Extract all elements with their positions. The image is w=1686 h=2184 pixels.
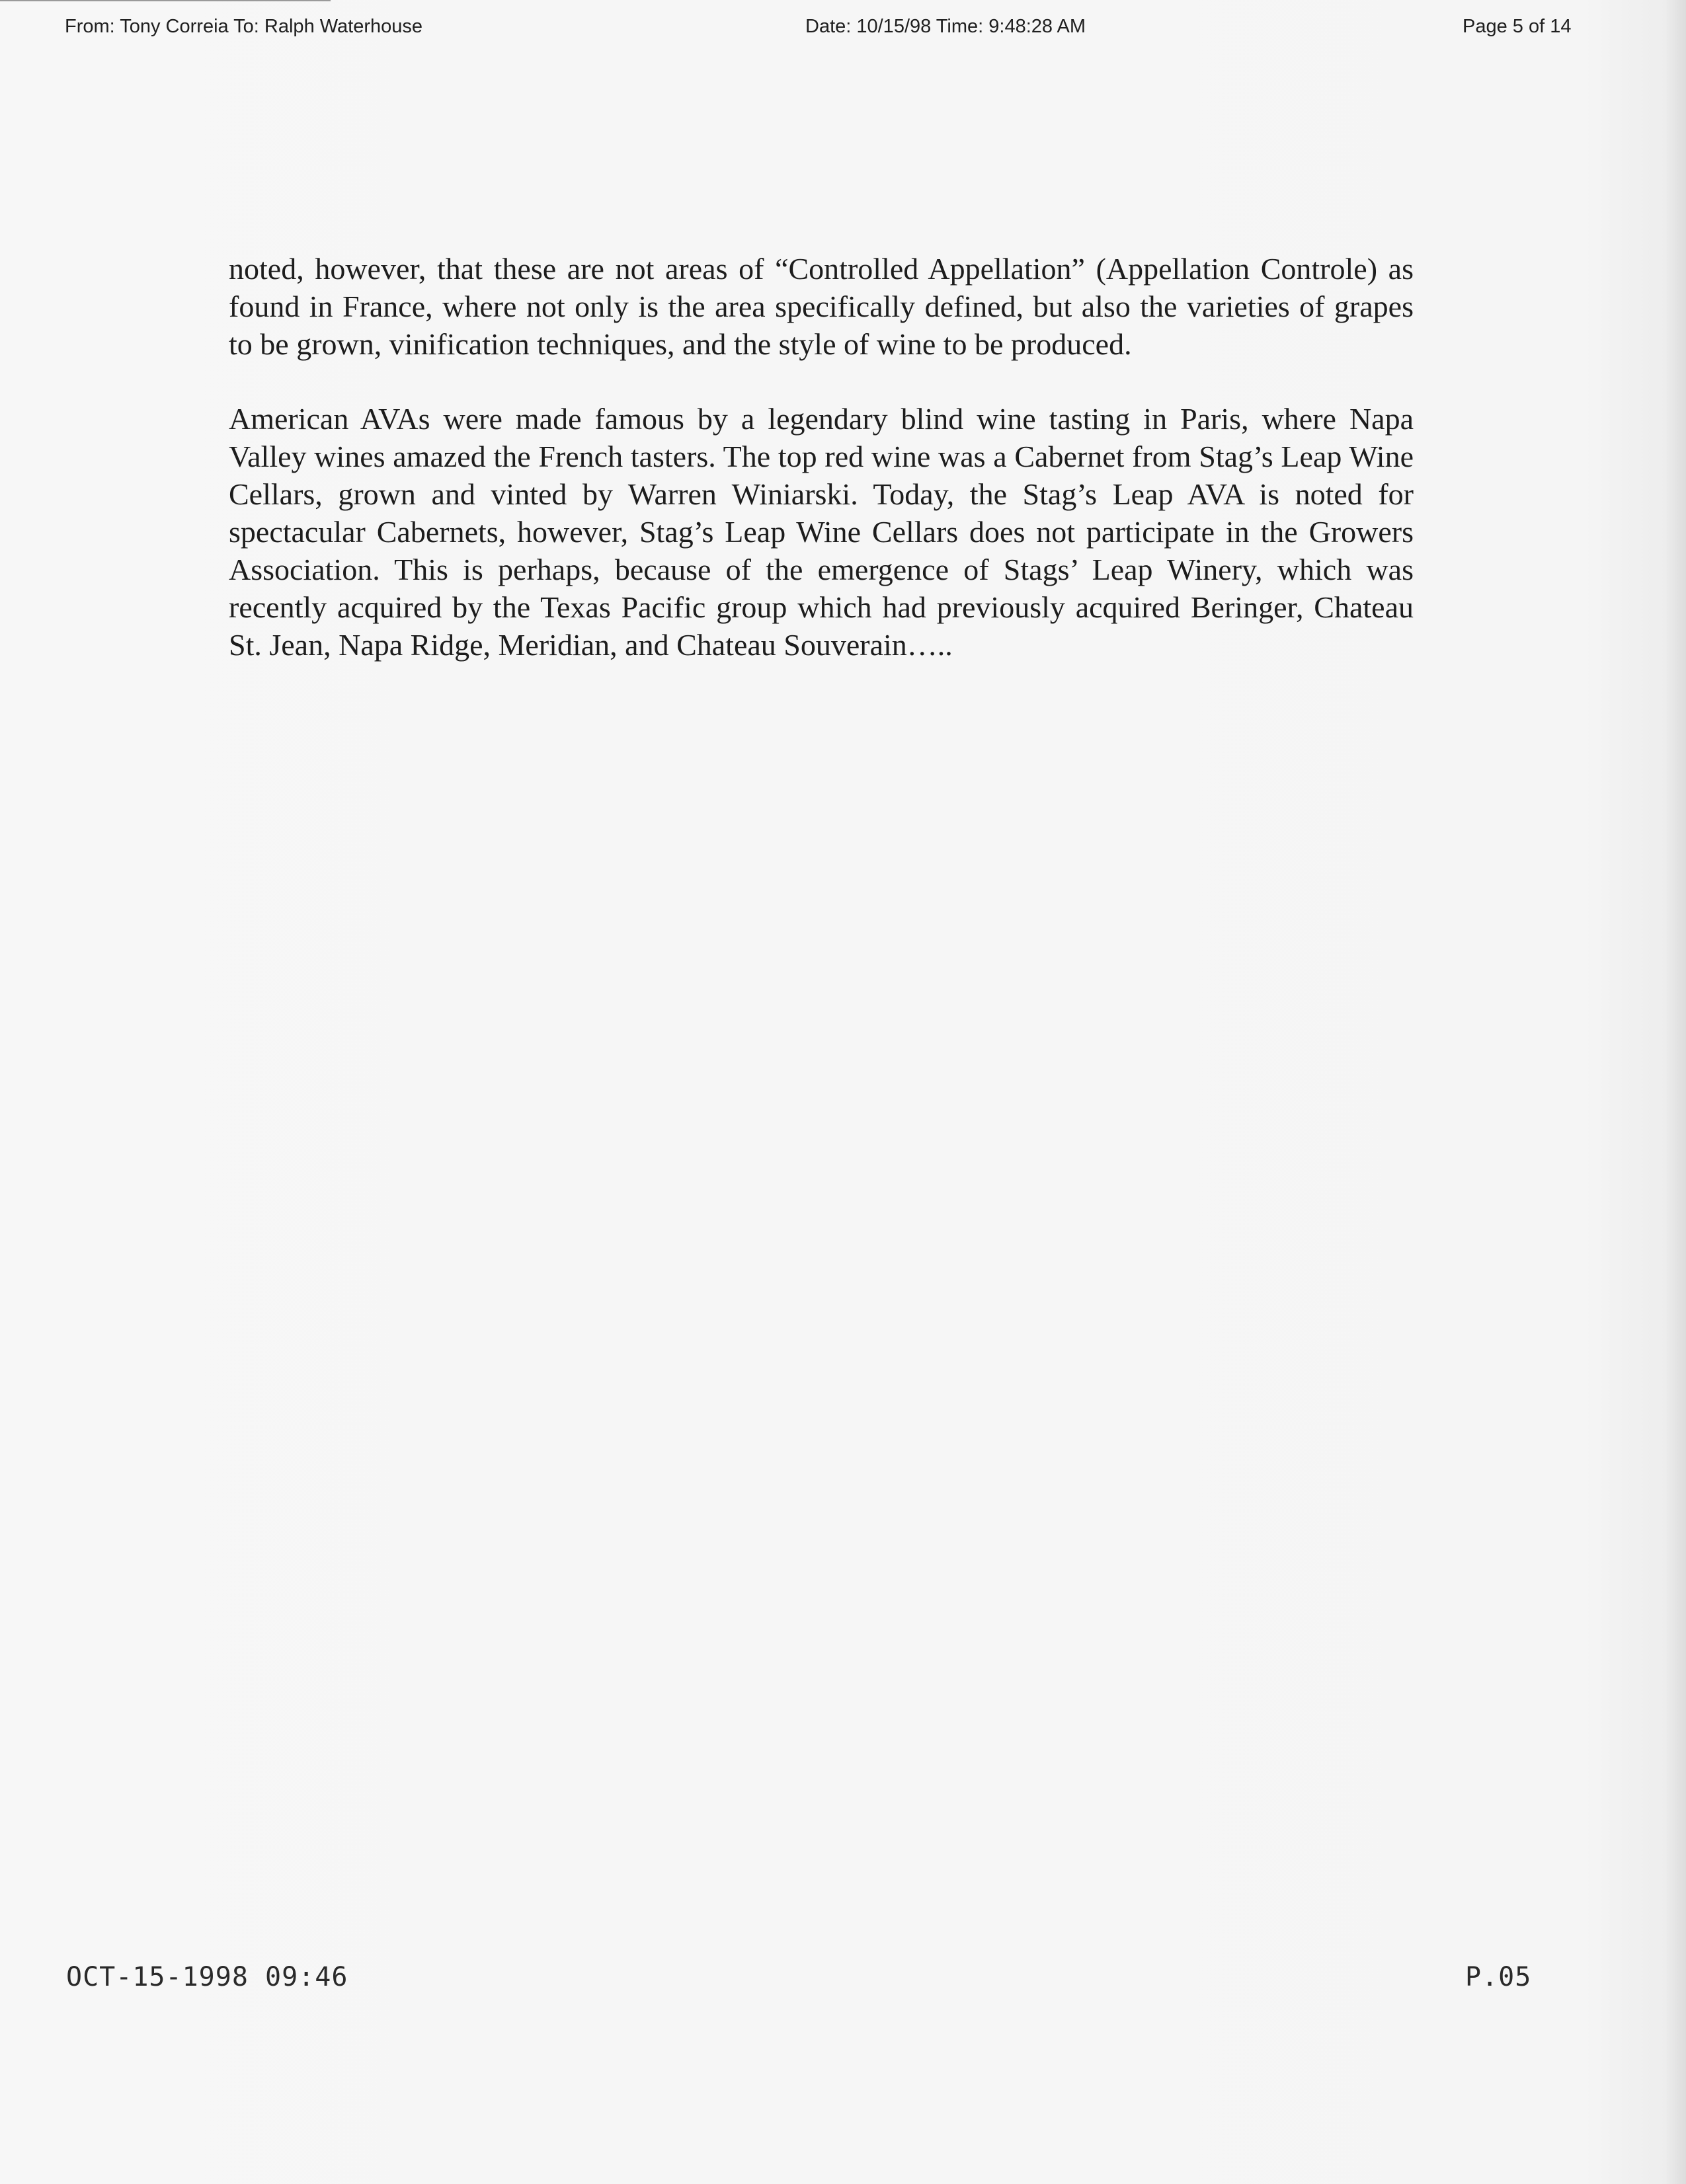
fax-footer-timestamp: OCT-15-1998 09:46 xyxy=(66,1962,348,1992)
fax-header-from-to: From: Tony Correia To: Ralph Waterhouse xyxy=(65,16,423,37)
page-edge-shadow xyxy=(1666,0,1686,2184)
fax-header-page-number: Page 5 of 14 xyxy=(1463,16,1572,37)
paragraph: American AVAs were made famous by a legendary blind wine tasting in Paris, where Napa Valley wines amazed the French tasters. The top red wine was a Cabernet from Stag’s Leap Wine Cellars, grown and vinted by Warren Winiarski. Today, the Stag’s Leap AVA is noted for spectacular Cabernets, however, Stag’s Leap Wine Cellars does not participate in the Growers Association. This is perhaps, because of the emergence of Stags’ Leap Winery, which was recently acquired by the Texas Pacific group which had previously acquired Beringer, Chateau St. Jean, Napa Ridge, Meridian, and Chateau Souverain….. xyxy=(229,402,1414,662)
paragraph: noted, however, that these are not areas of “Controlled Appellation” (Appellation Controle) as found in France, where not only is the area specifically defined, but also the varieties of grapes to be grown, vinification techniques, and the style of wine to be produced. xyxy=(229,252,1414,361)
top-rule xyxy=(0,0,331,1)
fax-footer-page-code: P.05 xyxy=(1465,1962,1532,1992)
fax-header-date-time: Date: 10/15/98 Time: 9:48:28 AM xyxy=(805,16,1086,37)
body-text xyxy=(229,250,1414,701)
